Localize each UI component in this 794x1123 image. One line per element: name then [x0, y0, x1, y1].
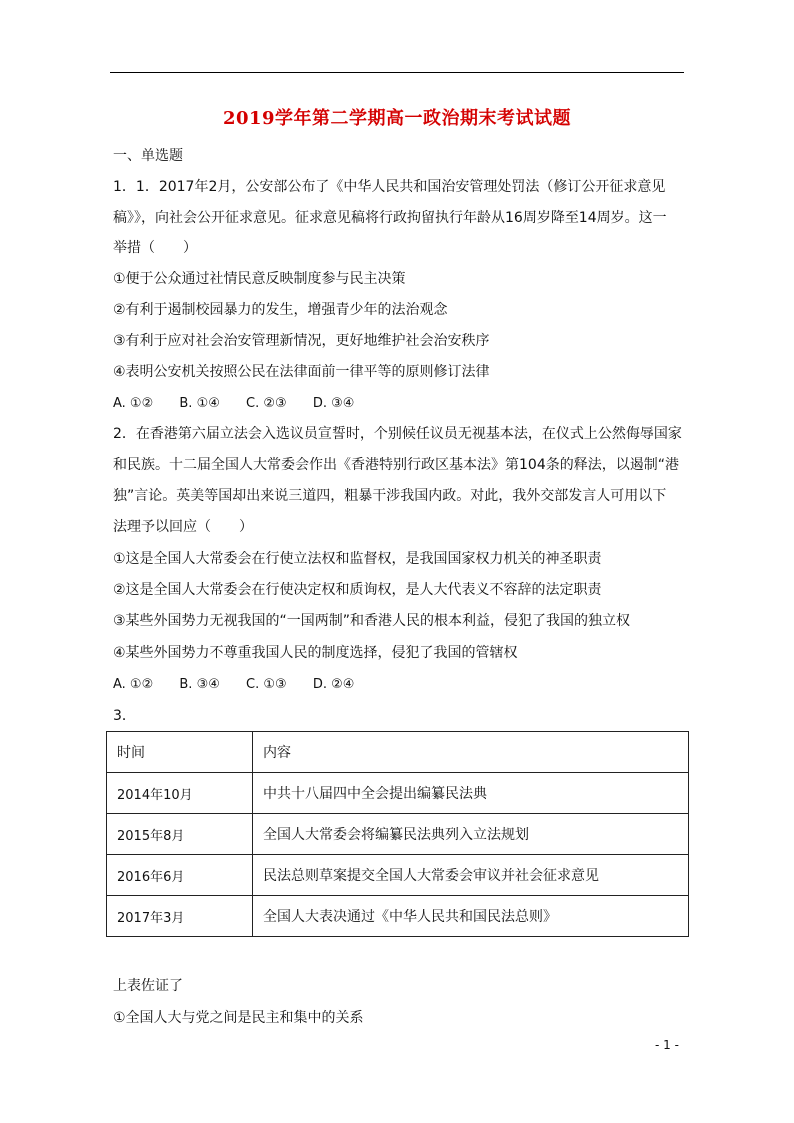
- table-cell-time: 2015年8月: [107, 814, 253, 855]
- q1-stem-line-2: 稿》》，向社会公开征求意见。征求意见稿将行政拘留执行年龄从16周岁降至14周岁。这一: [113, 210, 667, 226]
- table-row: [107, 855, 689, 896]
- q2-stem-line-1: 2．在香港第六届立法会入选议员宣誓时，个别候任议员无视基本法，在仪式上公然侮辱国家: [113, 426, 682, 442]
- q1-option-d[interactable]: D. ③④: [312, 396, 355, 411]
- table-cell-content: 全国人大常委会将编纂民法典列入立法规划: [253, 814, 689, 855]
- q2-statement-1: ①这是全国人大常委会在行使立法权和监督权，是我国国家权力机关的神圣职责: [113, 551, 602, 567]
- header-rule: [110, 72, 684, 73]
- q3-after-text: 上表佐证了: [113, 978, 183, 994]
- q1-option-a[interactable]: A. ①②: [113, 396, 154, 411]
- section-heading: 一、单选题: [113, 148, 183, 164]
- table-cell-content: 民法总则草案提交全国人大常委会审议并社会征求意见: [253, 855, 689, 896]
- q2-statement-4: ④某些外国势力不尊重我国人民的制度选择，侵犯了我国的管辖权: [113, 645, 518, 661]
- q1-stem-line-3: 举措（ ）: [113, 240, 197, 256]
- table-cell-content: 中共十八届四中全会提出编纂民法典: [253, 773, 689, 814]
- q1-options: [113, 394, 376, 414]
- page-number: - 1 -: [655, 1038, 679, 1052]
- q2-options: [113, 675, 376, 695]
- q1-stem-line-1: 1．1．2017年2月，公安部公布了《中华人民共和国治安管理处罚法（修订公开征求意见: [113, 179, 666, 195]
- q1-statement-2: ②有利于遏制校园暴力的发生，增强青少年的法治观念: [113, 302, 448, 318]
- table-header-row: [107, 732, 689, 773]
- q3-number: 3．: [113, 708, 136, 724]
- table-row: [107, 896, 689, 937]
- q1-statement-3: ③有利于应对社会治安管理新情况，更好地维护社会治安秩序: [113, 333, 490, 349]
- q2-option-c[interactable]: C. ①③: [246, 677, 287, 692]
- q1-statement-1: ①便于公众通过社情民意反映制度参与民主决策: [113, 271, 406, 287]
- q2-stem-line-2: 和民族。十二届全国人大常委会作出《香港特别行政区基本法》第104条的释法，以遏制“港: [113, 457, 679, 473]
- q3-statement-1: ①全国人大与党之间是民主和集中的关系: [113, 1010, 364, 1026]
- q3-table: [106, 731, 689, 937]
- table-cell-time: 2014年10月: [107, 773, 253, 814]
- table-header-time: 时间: [107, 732, 253, 773]
- q1-option-b[interactable]: B. ①④: [179, 396, 220, 411]
- q2-option-b[interactable]: B. ③④: [179, 677, 220, 692]
- q1-statement-4: ④表明公安机关按照公民在法律面前一律平等的原则修订法律: [113, 364, 490, 380]
- q2-statement-3: ③某些外国势力无视我国的“一国两制”和香港人民的根本利益，侵犯了我国的独立权: [113, 613, 631, 629]
- table-cell-time: 2016年6月: [107, 855, 253, 896]
- q2-stem-line-3: 独”言论。英美等国却出来说三道四，粗暴干涉我国内政。对此，我外交部发言人可用以下: [113, 488, 667, 504]
- table-cell-content: 全国人大表决通过《中华人民共和国民法总则》: [253, 896, 689, 937]
- q1-option-c[interactable]: C. ②③: [246, 396, 287, 411]
- q2-stem-line-4: 法理予以回应（ ）: [113, 519, 253, 535]
- q2-option-d[interactable]: D. ②④: [312, 677, 355, 692]
- table-cell-time: 2017年3月: [107, 896, 253, 937]
- table-row: [107, 814, 689, 855]
- page-title: 2019学年第二学期高一政治期末考试试题: [222, 108, 572, 129]
- q2-statement-2: ②这是全国人大常委会在行使决定权和质询权，是人大代表义不容辞的法定职责: [113, 582, 602, 598]
- q2-option-a[interactable]: A. ①②: [113, 677, 154, 692]
- table-row: [107, 773, 689, 814]
- table-header-content: 内容: [253, 732, 689, 773]
